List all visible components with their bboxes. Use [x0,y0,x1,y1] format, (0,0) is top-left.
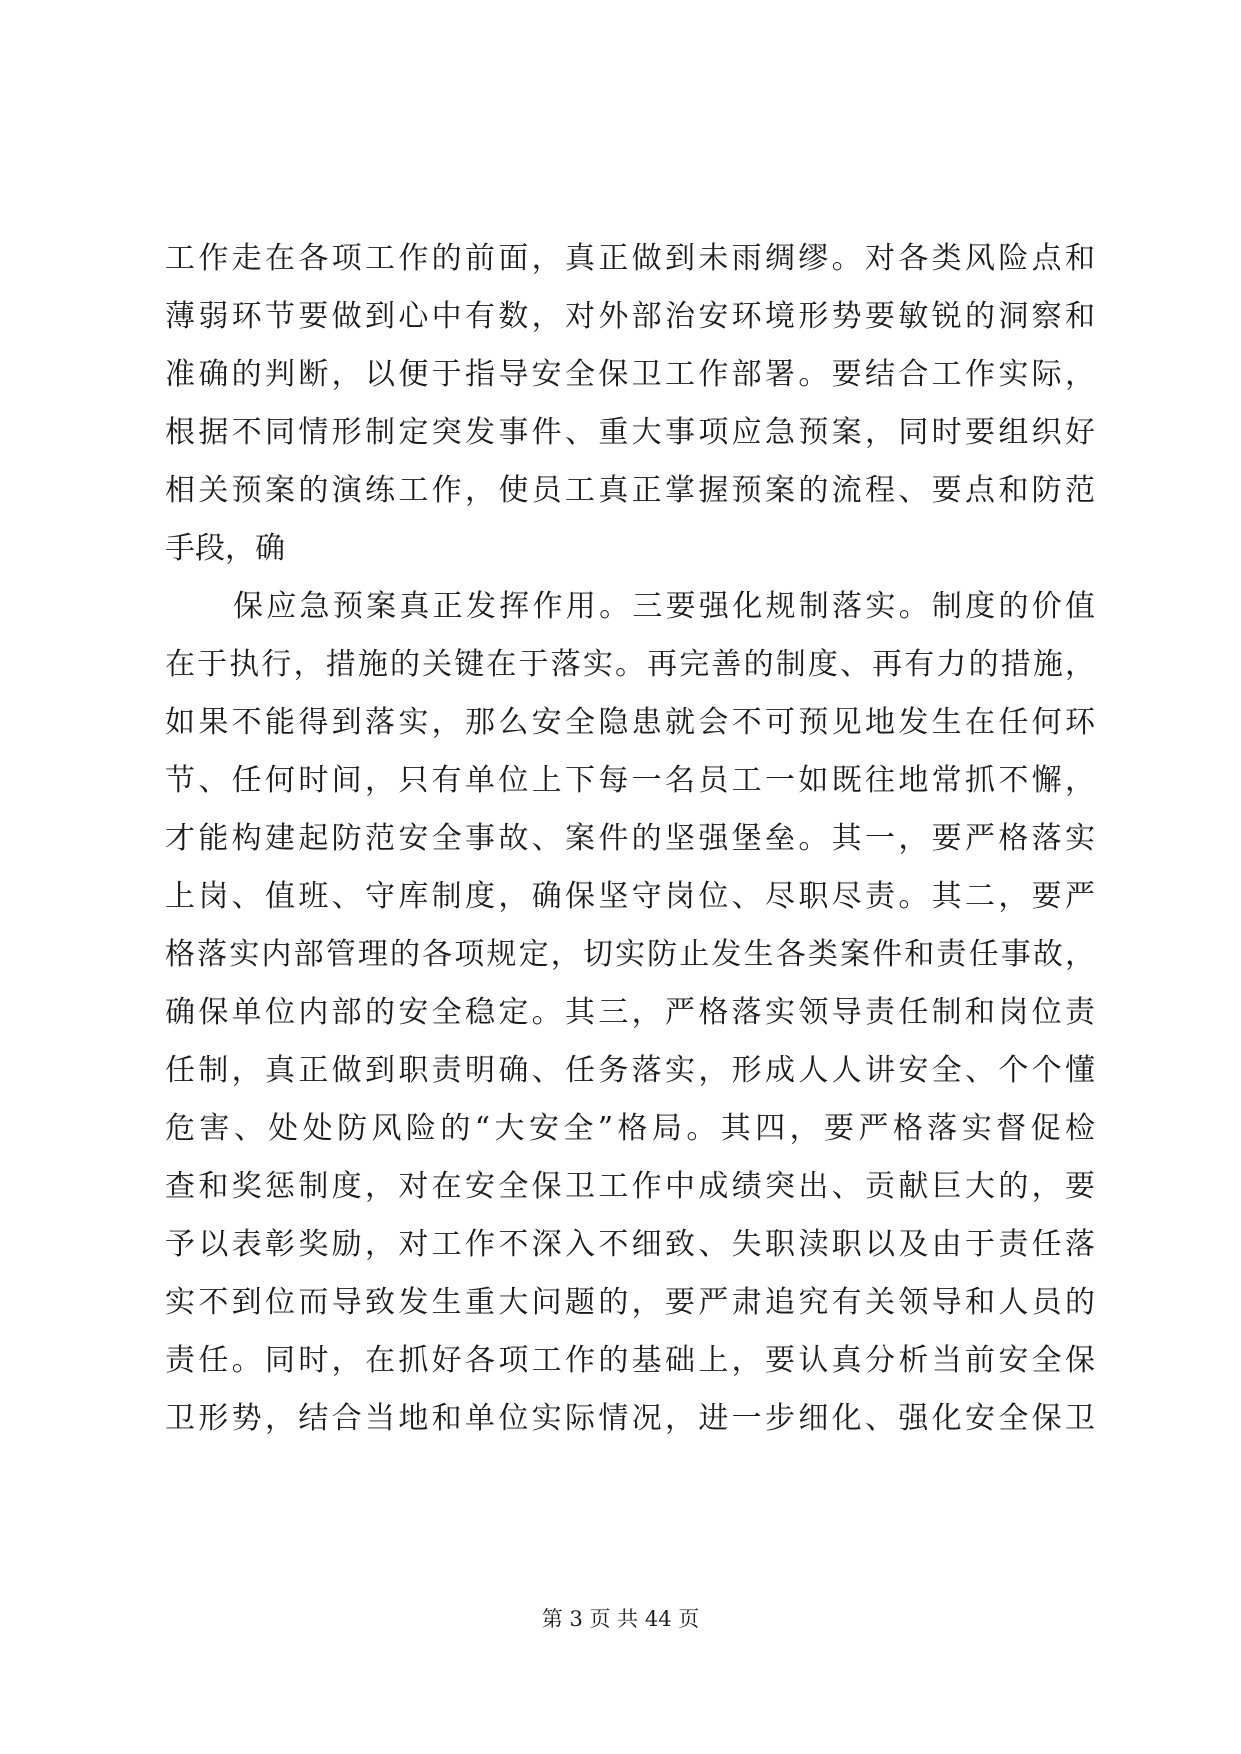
text-line: 实不到位而导致发生重大问题的，要严肃追究有关领导和人员的 [165,1285,1095,1320]
text-line: 责任。同时，在抓好各项工作的基础上，要认真分析当前安全保 [165,1343,1095,1378]
text-line: 准确的判断，以便于指导安全保卫工作部署。要结合工作实际， [165,357,1095,392]
text-line: 在于执行，措施的关键在于落实。再完善的制度、再有力的措施， [165,647,1095,682]
body-text [165,230,1095,1448]
text-line: 危害、处处防风险的“大安全”格局。其四，要严格落实督促检 [165,1111,1095,1146]
text-line: 工作走在各项工作的前面，真正做到未雨绸缪。对各类风险点和 [165,241,1095,276]
text-line: 手段，确 [165,531,285,566]
text-line: 根据不同情形制定突发事件、重大事项应急预案，同时要组织好 [165,415,1095,450]
text-line: 任制，真正做到职责明确、任务落实，形成人人讲安全、个个懂 [165,1053,1095,1088]
text-line: 卫形势，结合当地和单位实际情况，进一步细化、强化安全保卫 [165,1401,1095,1436]
text-line: 上岗、值班、守库制度，确保坚守岗位、尽职尽责。其二，要严 [165,879,1095,914]
text-line: 保应急预案真正发挥作用。三要强化规制落实。制度的价值 [233,589,1095,624]
text-line: 如果不能得到落实，那么安全隐患就会不可预见地发生在任何环 [165,705,1095,740]
text-line: 确保单位内部的安全稳定。其三，严格落实领导责任制和岗位责 [165,995,1095,1030]
text-line: 薄弱环节要做到心中有数，对外部治安环境形势要敏锐的洞察和 [165,299,1095,334]
text-line: 节、任何时间，只有单位上下每一名员工一如既往地常抓不懈， [165,763,1095,798]
text-line: 格落实内部管理的各项规定，切实防止发生各类案件和责任事故， [165,937,1095,972]
text-line: 相关预案的演练工作，使员工真正掌握预案的流程、要点和防范 [165,473,1095,508]
text-line: 予以表彰奖励，对工作不深入不细致、失职渎职以及由于责任落 [165,1227,1095,1262]
text-line: 查和奖惩制度，对在安全保卫工作中成绩突出、贡献巨大的，要 [165,1169,1095,1204]
text-line: 才能构建起防范安全事故、案件的坚强堡垒。其一，要严格落实 [165,821,1095,856]
page-number-footer: 第 3 页 共 44 页 [541,1607,700,1631]
